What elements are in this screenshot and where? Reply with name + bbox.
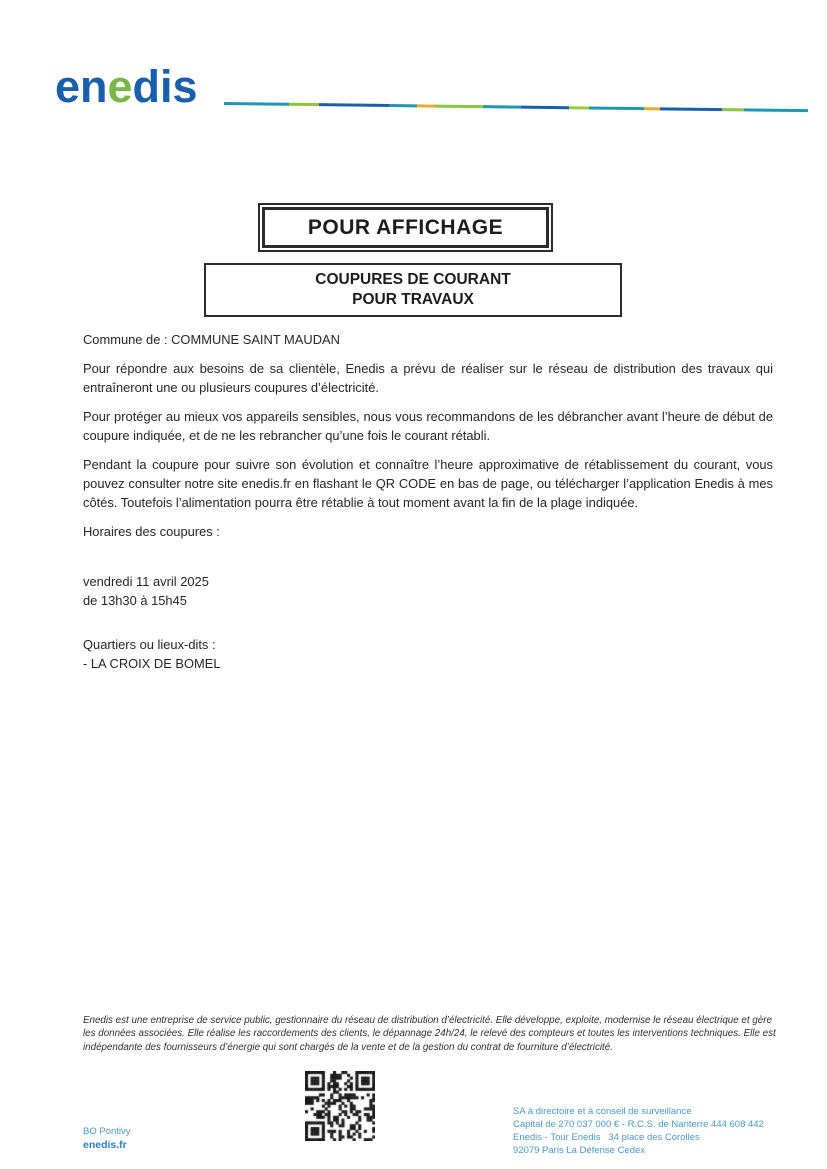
- outage-time: de 13h30 à 15h45: [83, 593, 187, 608]
- company-info-line: 92079 Paris La Défense Cedex: [513, 1144, 646, 1156]
- coupures-title-box: [204, 263, 622, 317]
- footer-office: BO Pontivy: [83, 1126, 131, 1137]
- quartiers-section: [83, 635, 773, 673]
- pour-affichage-label: POUR AFFICHAGE: [262, 207, 549, 248]
- body-content: [83, 330, 773, 673]
- outage-schedule: [83, 572, 773, 610]
- logo-text-part: e: [107, 61, 133, 112]
- logo-text-part: en: [55, 61, 108, 112]
- company-info-line: Enedis - Tour Enedis 34 place des Corolles: [513, 1131, 700, 1143]
- footer-left-block: [83, 1126, 131, 1151]
- footer-website: enedis.fr: [83, 1138, 127, 1151]
- footer-company-info: [513, 1106, 764, 1158]
- horaires-label: Horaires des coupures :: [83, 524, 220, 539]
- coupures-title-line1: COUPURES DE COURANT: [315, 271, 511, 288]
- enedis-logo: [55, 61, 198, 112]
- legal-fine-print: Enedis est une entreprise de service public, gestionnaire du réseau de distribution d’électricité. Elle développe, exploite, modernise le réseau électrique et gère les données associées. Elle réalise les raccordements des clients, le dépannage 24h/24, le relevé des compteurs et toutes les interventions techniques. Elle est indépendante des fournisseurs d’énergie qui sont chargés de la vente et de la gestion du contrat de fourniture d’électricité.: [83, 1015, 776, 1053]
- quartiers-label: Quartiers ou lieux-dits :: [83, 637, 216, 652]
- pour-affichage-box: [258, 203, 553, 252]
- coupures-title-line2: POUR TRAVAUX: [352, 291, 474, 308]
- header-divider-line: [224, 102, 808, 112]
- quartier-item: - LA CROIX DE BOMEL: [83, 656, 221, 671]
- paragraph-2: Pour protéger au mieux vos appareils sensibles, nous vous recommandons de les débrancher avant l’heure de début de coupure indiquée, et de ne les rebrancher qu’une fois le courant rétabli.: [83, 409, 773, 443]
- qr-code: [305, 1071, 375, 1141]
- paragraph-1: Pour répondre aux besoins de sa clientèle, Enedis a prévu de réaliser sur le réseau de distribution des travaux qui entraîneront une ou plusieurs coupures d’électricité.: [83, 361, 773, 395]
- paragraph-3: Pendant la coupure pour suivre son évolution et connaître l’heure approximative de rétablissement du courant, vous pouvez consulter notre site enedis.fr en flashant le QR CODE en bas de page, ou télécharger l’application Enedis à mes côtés. Toutefois l’alimentation pourra être rétablie à tout moment avant la fin de la plage indiquée.: [83, 457, 773, 510]
- logo-text-part: dis: [132, 61, 198, 112]
- company-info-line: SA à directoire et à conseil de surveillance: [513, 1106, 692, 1117]
- company-info-line: Capital de 270 037 000 € - R.C.S. de Nanterre 444 608 442: [513, 1118, 764, 1130]
- outage-date: vendredi 11 avril 2025: [83, 574, 209, 589]
- commune-line: Commune de : COMMUNE SAINT MAUDAN: [83, 332, 340, 347]
